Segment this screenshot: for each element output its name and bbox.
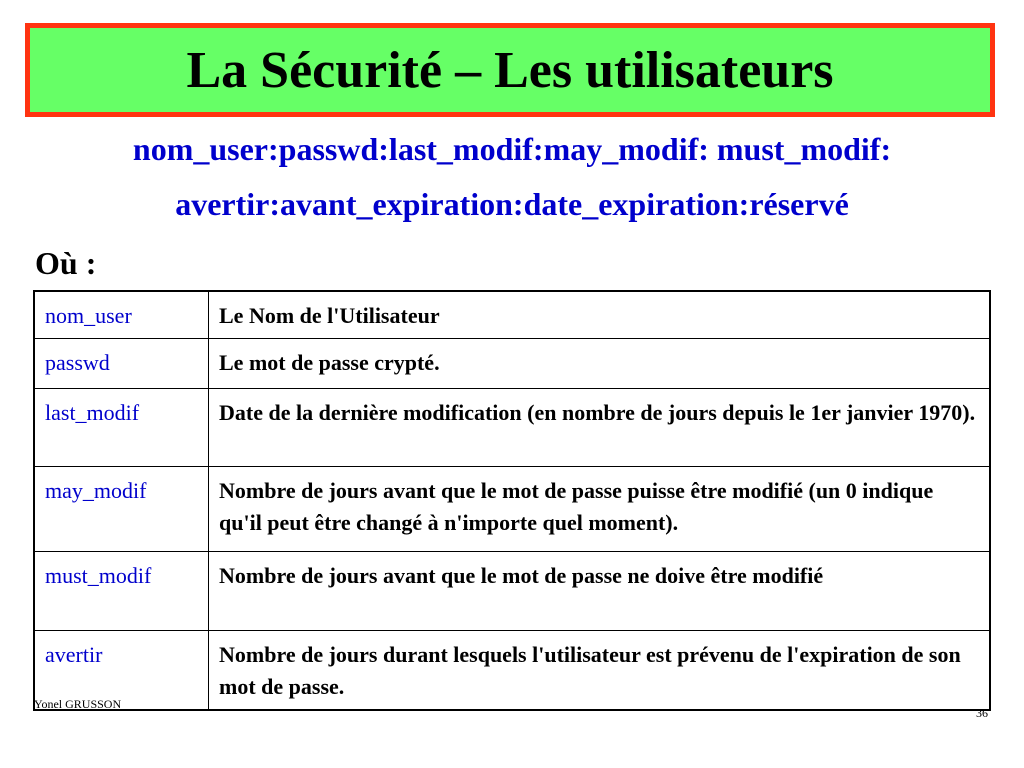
table-row [34,552,990,631]
format-line-2: avertir:avant_expiration:date_expiration:réservé [175,186,849,222]
where-label: Où : [35,245,97,281]
field-description: Le Nom de l'Utilisateur [209,291,991,339]
table-row [34,291,990,339]
page-number: 36 [976,706,988,720]
footer-author: Yonel GRUSSON [34,697,122,711]
definitions-table [33,290,991,711]
table-row [34,631,990,711]
field-name: must_modif [34,552,209,631]
table-row [34,389,990,467]
field-name: last_modif [34,389,209,467]
field-description: Nombre de jours avant que le mot de passe puisse être modifié (un 0 indique qu'il peut être changé à n'importe quel moment). [209,467,991,552]
field-name: nom_user [34,291,209,339]
field-description: Nombre de jours durant lesquels l'utilisateur est prévenu de l'expiration de son mot de passe. [209,631,991,711]
table-row [34,339,990,389]
field-description: Le mot de passe crypté. [209,339,991,389]
field-name: passwd [34,339,209,389]
field-name: avertir [34,631,209,711]
slide-title: La Sécurité – Les utilisateurs [186,41,834,99]
field-description: Date de la dernière modification (en nombre de jours depuis le 1er janvier 1970). [209,389,991,467]
title-box [25,23,995,117]
table-row [34,467,990,552]
field-name: may_modif [34,467,209,552]
format-line-1: nom_user:passwd:last_modif:may_modif: must_modif: [132,131,892,167]
field-description: Nombre de jours avant que le mot de passe ne doive être modifié [209,552,991,631]
